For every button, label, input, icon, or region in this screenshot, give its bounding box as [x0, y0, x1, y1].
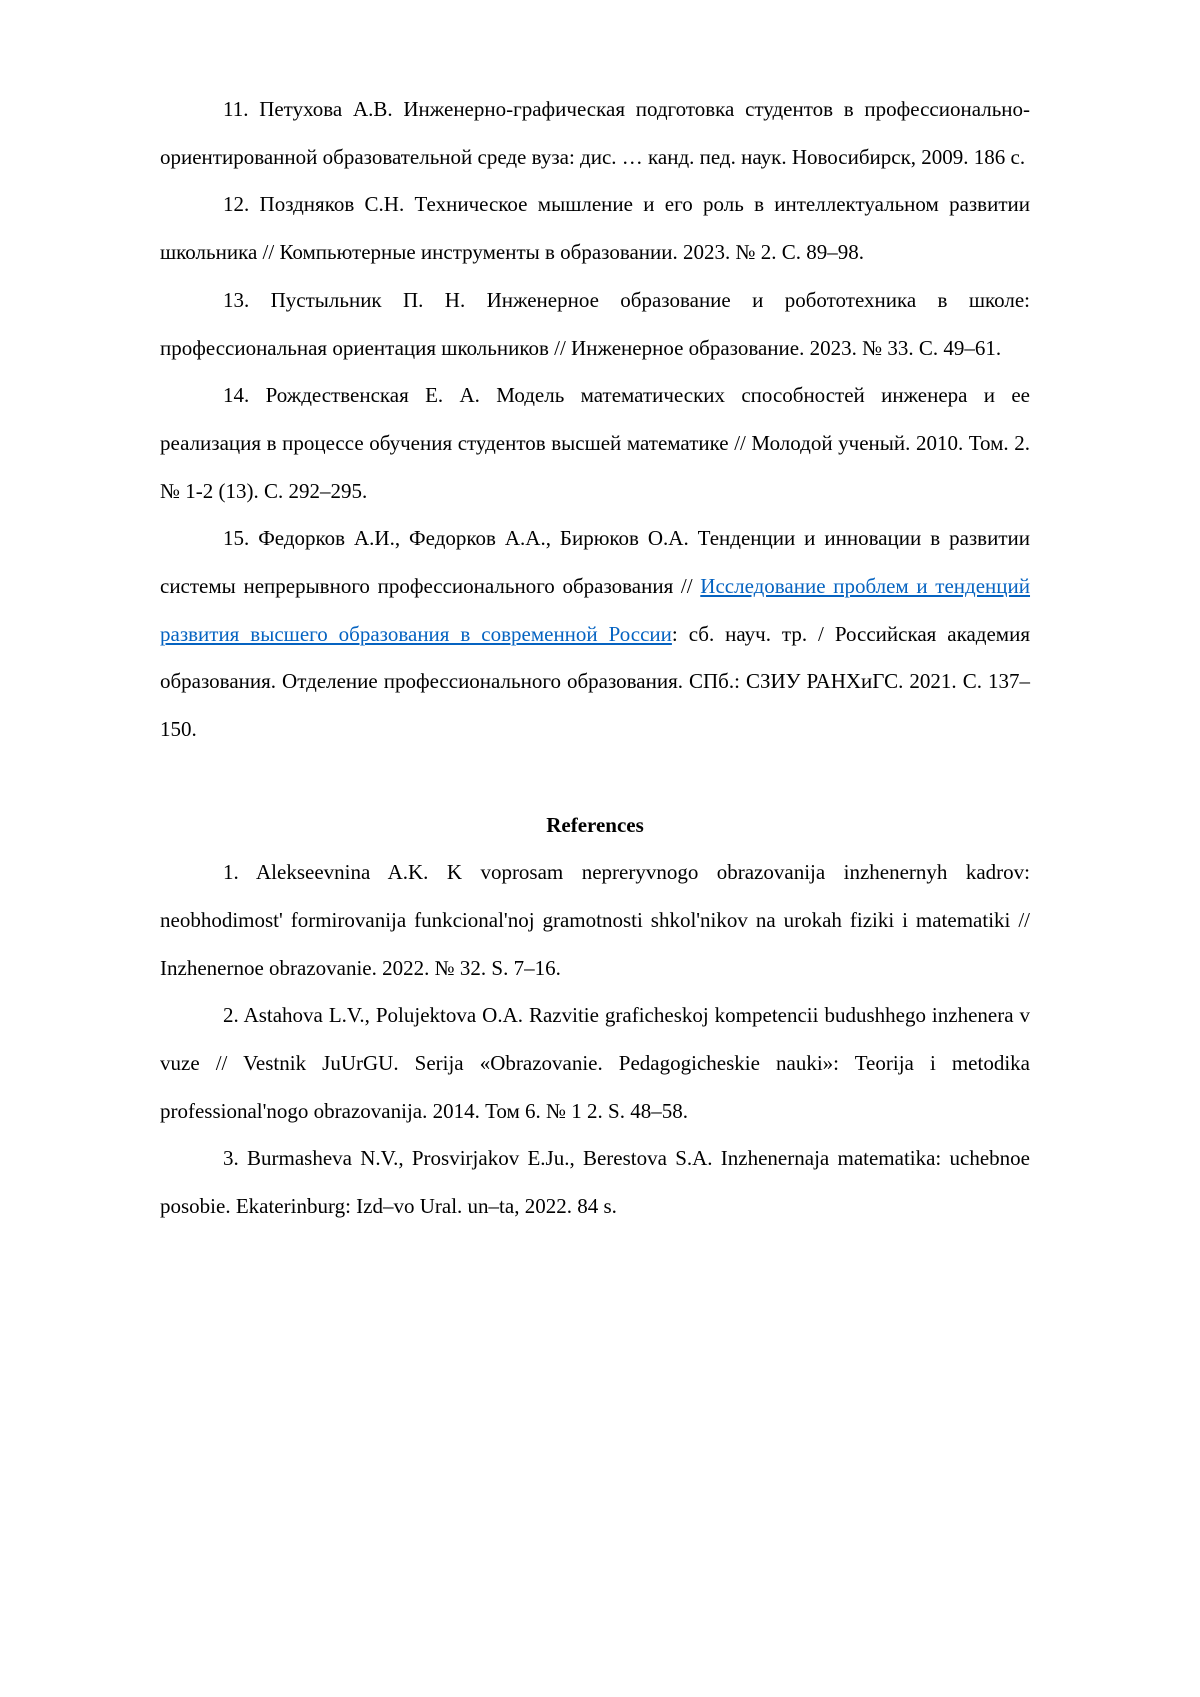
reference-text: 14. Рождественская Е. А. Модель математических способностей инженера и ее реализация в процессе обучения студентов высшей математике // Молодой ученый. 2010. Том. 2. № 1-2 (13). С. 292–295.: [160, 383, 1030, 503]
reference-text: 12. Поздняков С.Н. Техническое мышление и его роль в интеллектуальном развитии школьника // Компьютерные инструменты в образовании. 2023. № 2. С. 89–98.: [160, 192, 1030, 265]
reference-item: [160, 372, 1030, 515]
references-heading: References: [546, 812, 644, 837]
reference-item: [160, 181, 1030, 276]
references-transliterated-section: [160, 849, 1030, 1231]
reference-text: 3. Burmasheva N.V., Prosvirjakov E.Ju., Berestova S.A. Inzhenernaja matematika: uchebnoe posobie. Ekaterinburg: Izd–vo Ural. un–ta, 2022. 84 s.: [160, 1146, 1030, 1219]
reference-item: [160, 1135, 1030, 1230]
reference-item: [160, 86, 1030, 181]
reference-text: : сб. науч. тр. / Российская академия образования. Отделение профессионального образования. СПб.: СЗИУ РАНХиГС. 2021. С. 137–150.: [160, 621, 1030, 742]
reference-item: [160, 277, 1030, 372]
reference-hyperlink[interactable]: Исследование проблем и тенденций развития высшего образования в современной России: [160, 574, 1031, 646]
reference-text: 11. Петухова А.В. Инженерно-графическая подготовка студентов в профессионально-ориентированной образовательной среде вуза: дис. … канд. пед. наук. Новосибирск, 2009. 186 с.: [160, 97, 1030, 169]
references-russian-section: [160, 86, 1030, 754]
reference-text: 15. Федорков А.И., Федорков А.А., Бирюков О.А. Тенденции и инновации в развитии системы непрерывного профессионального образования //: [160, 526, 1030, 599]
reference-text: 2. Astahova L.V., Polujektova O.A. Razvitie graficheskoj kompetencii budushhego inzhenera v vuze // Vestnik JuUrGU. Serija «Obrazovanie. Pedagogicheskie nauki»: Teorija i metodika professional'nogo obrazovanija. 2014. Том 6. № 1 2. S. 48–58.: [160, 1003, 1030, 1123]
reference-text: 13. Пустыльник П. Н. Инженерное образование и робототехника в школе: профессиональная ориентация школьников // Инженерное образование. 2023. № 33. С. 49–61.: [160, 287, 1030, 360]
reference-item: [160, 849, 1030, 992]
reference-item: [160, 515, 1030, 754]
reference-text: 1. Alekseevnina A.K. K voprosam nepreryvnogo obrazovanija inzhenernyh kadrov: neobhodimost' formirovanija funkcional'noj gramotnosti shkol'nikov na urokah fiziki i matematiki // Inzhenernoe obrazovanie. 2022. № 32. S. 7–16.: [160, 860, 1030, 980]
reference-item: [160, 992, 1030, 1135]
